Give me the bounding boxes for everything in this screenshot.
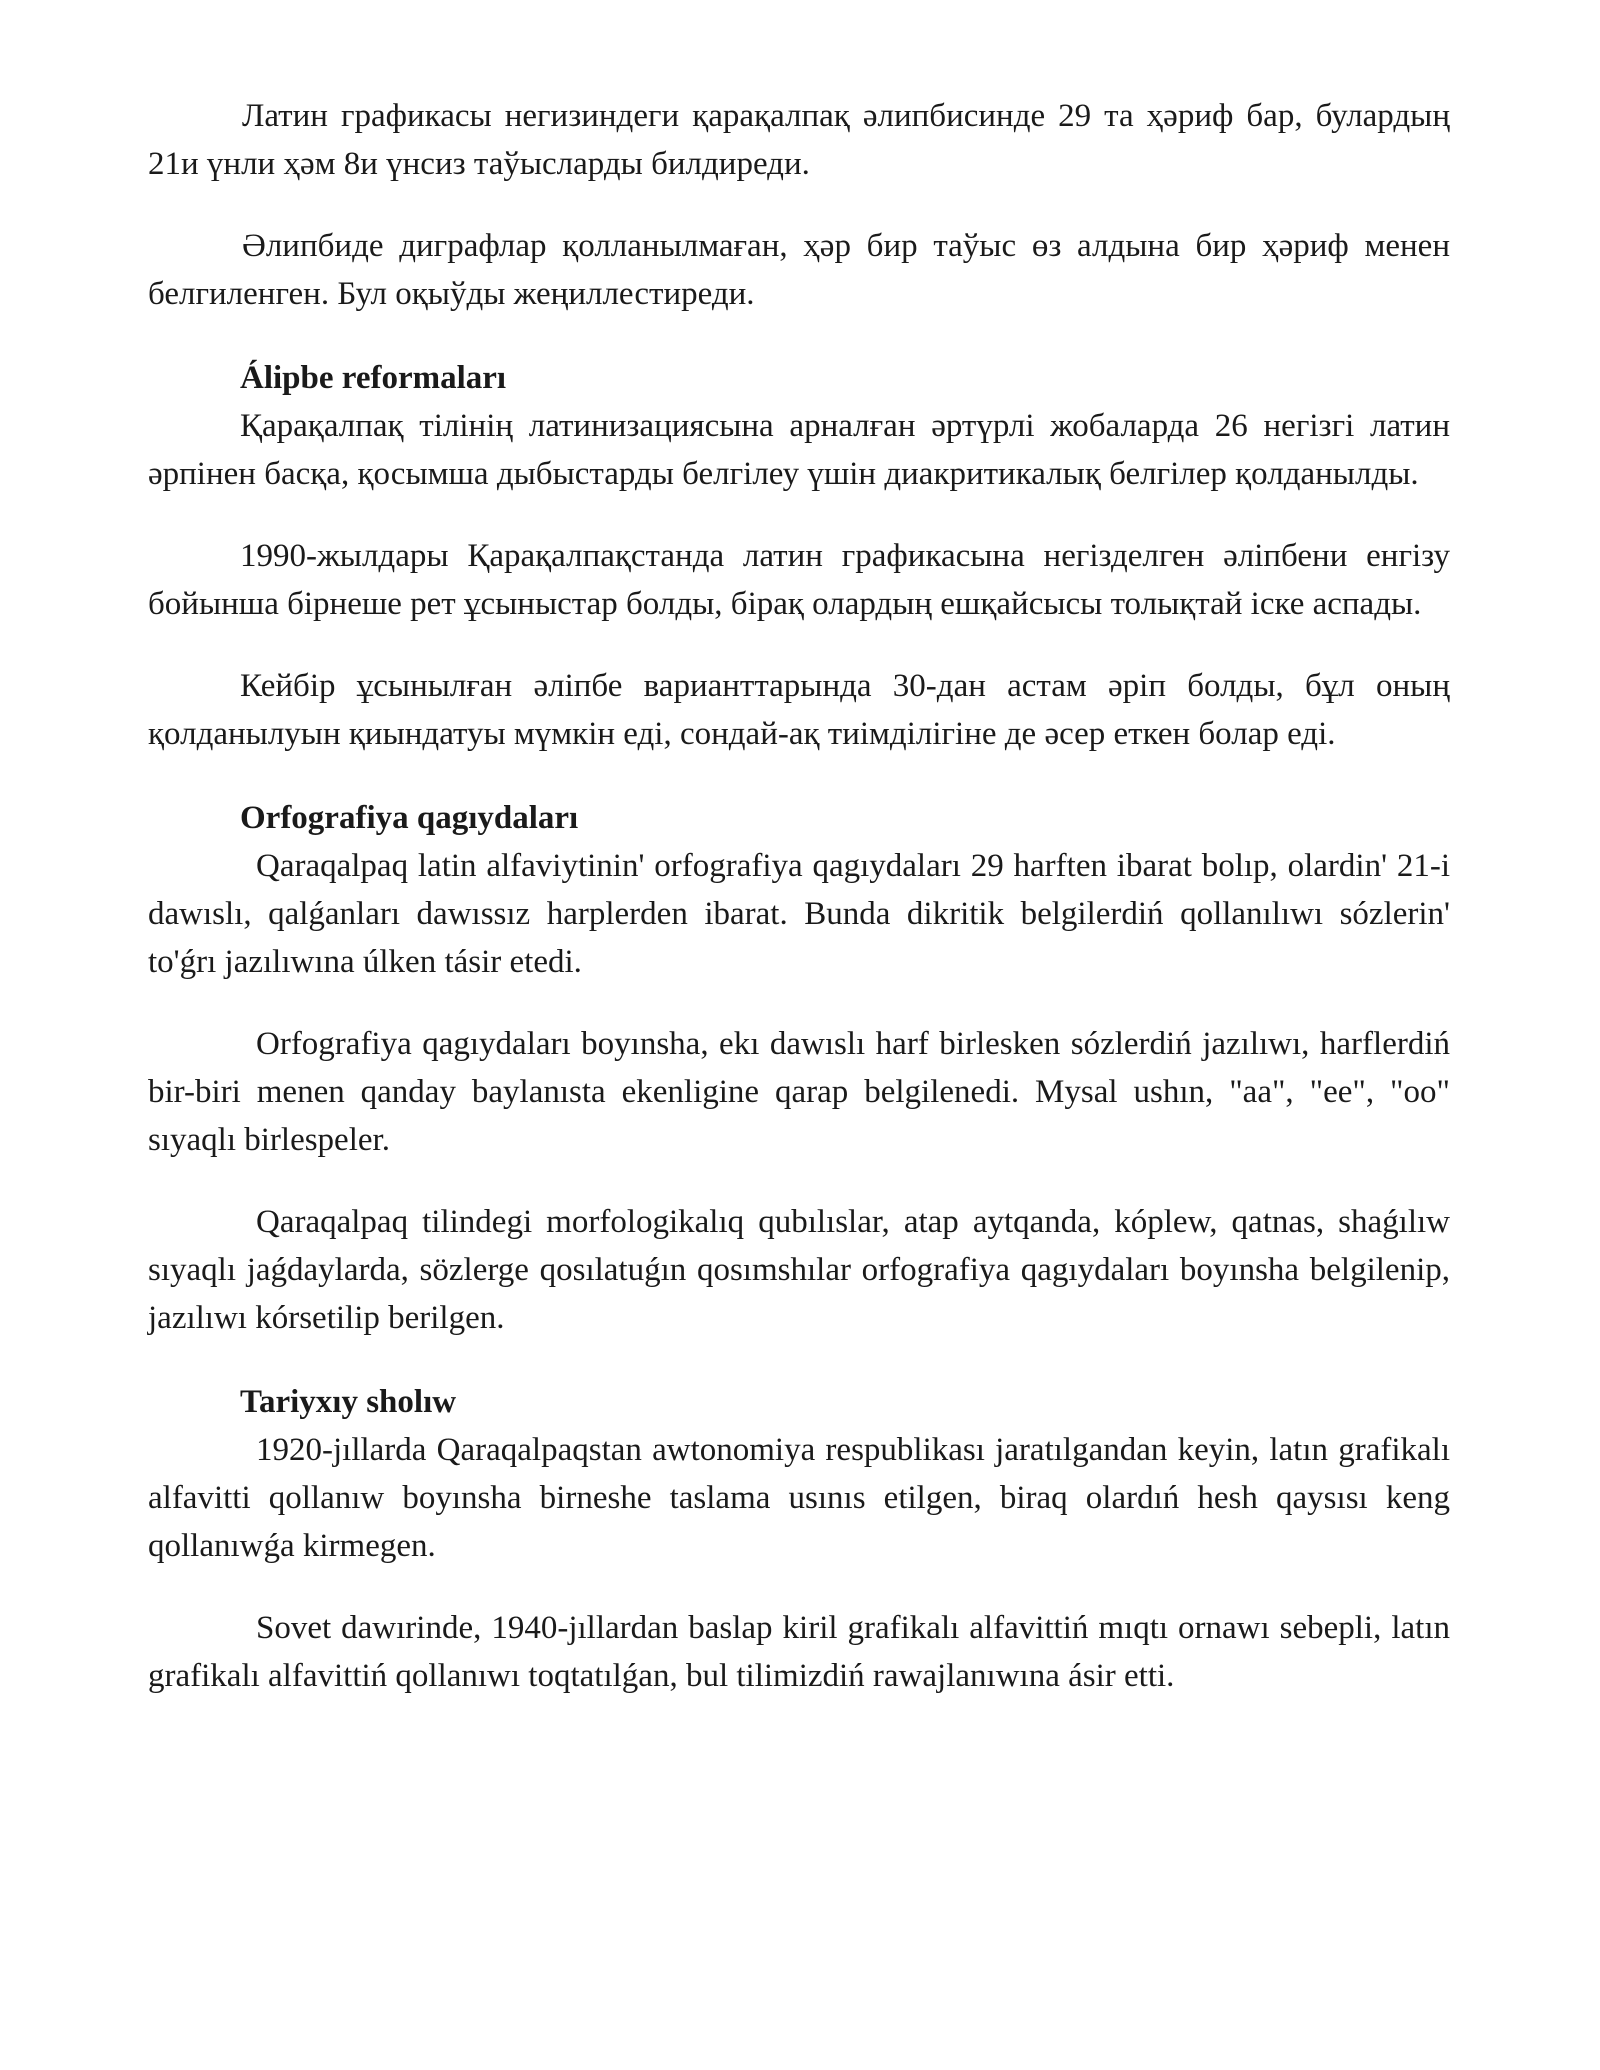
- section-alipbe-reformalari: [148, 354, 1450, 758]
- intro-paragraph-2: Әлипбиде диграфлар қолланылмаған, ҳәр бир таўыс өз алдына бир ҳәриф менен белгиленген. Бул оқыўды жеңиллестиреди.: [148, 228, 1450, 312]
- document-body: [148, 92, 1450, 1700]
- section-heading: Álipbe reformaları: [240, 360, 507, 396]
- section-tariyxiy-sholiw: [148, 1378, 1450, 1700]
- section-heading: Orfografiya qagıydaları: [240, 800, 579, 836]
- section-paragraph: Qaraqalpaq tilindegi morfologikalıq qubılıslar, atap aytqanda, kóplew, qatnas, shaǵılıw sıyaqlı jaǵdaylarda, sözlerge qosılatuǵın qosımshılar orfografiya qagıydaları boyınsha belgilenip, jazılıwı kórsetilip berilgen.: [148, 1204, 1450, 1336]
- section-paragraph: Qaraqalpaq latin alfaviytinin' orfografiya qagıydaları 29 harften ibarat bolıp, olardin' 21-i dawıslı, qalǵanları dawıssız harplerden ibarat. Bunda dikritik belgilerdiń qollanılıwı sózlerin' to'ǵrı jazılıwına úlken tásir etedi.: [148, 848, 1450, 980]
- section-paragraph: 1920-jıllarda Qaraqalpaqstan awtonomiya respublikası jaratılgandan keyin, latın grafikalı alfavitti qollanıw boyınsha birneshe taslama usınıs etilgen, biraq olardıń hesh qaysısı keng qollanıwǵa kirmegen.: [148, 1432, 1450, 1564]
- section-paragraph: Sovet dawırinde, 1940-jıllardan baslap kiril grafikalı alfavittiń mıqtı ornawı sebepli, latın grafikalı alfavittiń qollanıwı toqtatılǵan, bul tilimizdiń rawajlanıwına ásir etti.: [148, 1610, 1450, 1694]
- section-paragraph: Orfografiya qagıydaları boyınsha, ekı dawıslı harf birlesken sózlerdiń jazılıwı, harflerdiń bir-biri menen qanday baylanısta ekenligine qarap belgilenedi. Mysal ushın, "aa", "ee", "oo" sıyaqlı birlespeler.: [148, 1026, 1450, 1158]
- intro-paragraph-1: Латин графикасы негизиндеги қарақалпақ әлипбисинде 29 та ҳәриф бар, булардың 21и үнли ҳәм 8и үнсиз таўысларды билдиреди.: [148, 98, 1450, 182]
- section-orfografiya-qagiydalari: [148, 794, 1450, 1342]
- section-paragraph: Кейбір ұсынылған әліпбе варианттарында 30-дан астам әріп болды, бұл оның қолданылуын қиындатуы мүмкін еді, сондай-ақ тиімділігіне де әсер еткен болар еді.: [148, 668, 1450, 752]
- section-paragraph: 1990-жылдары Қарақалпақстанда латин графикасына негізделген әліпбени енгізу бойынша бірнеше рет ұсыныстар болды, бірақ олардың ешқайсысы толықтай іске аспады.: [148, 538, 1450, 622]
- section-heading: Tariyxıy sholıw: [240, 1384, 457, 1420]
- section-paragraph: Қарақалпақ тілінің латинизациясына арналған әртүрлі жобаларда 26 негізгі латин әрпінен басқа, қосымша дыбыстарды белгілеу үшін диакритикалық белгілер қолданылды.: [148, 408, 1450, 492]
